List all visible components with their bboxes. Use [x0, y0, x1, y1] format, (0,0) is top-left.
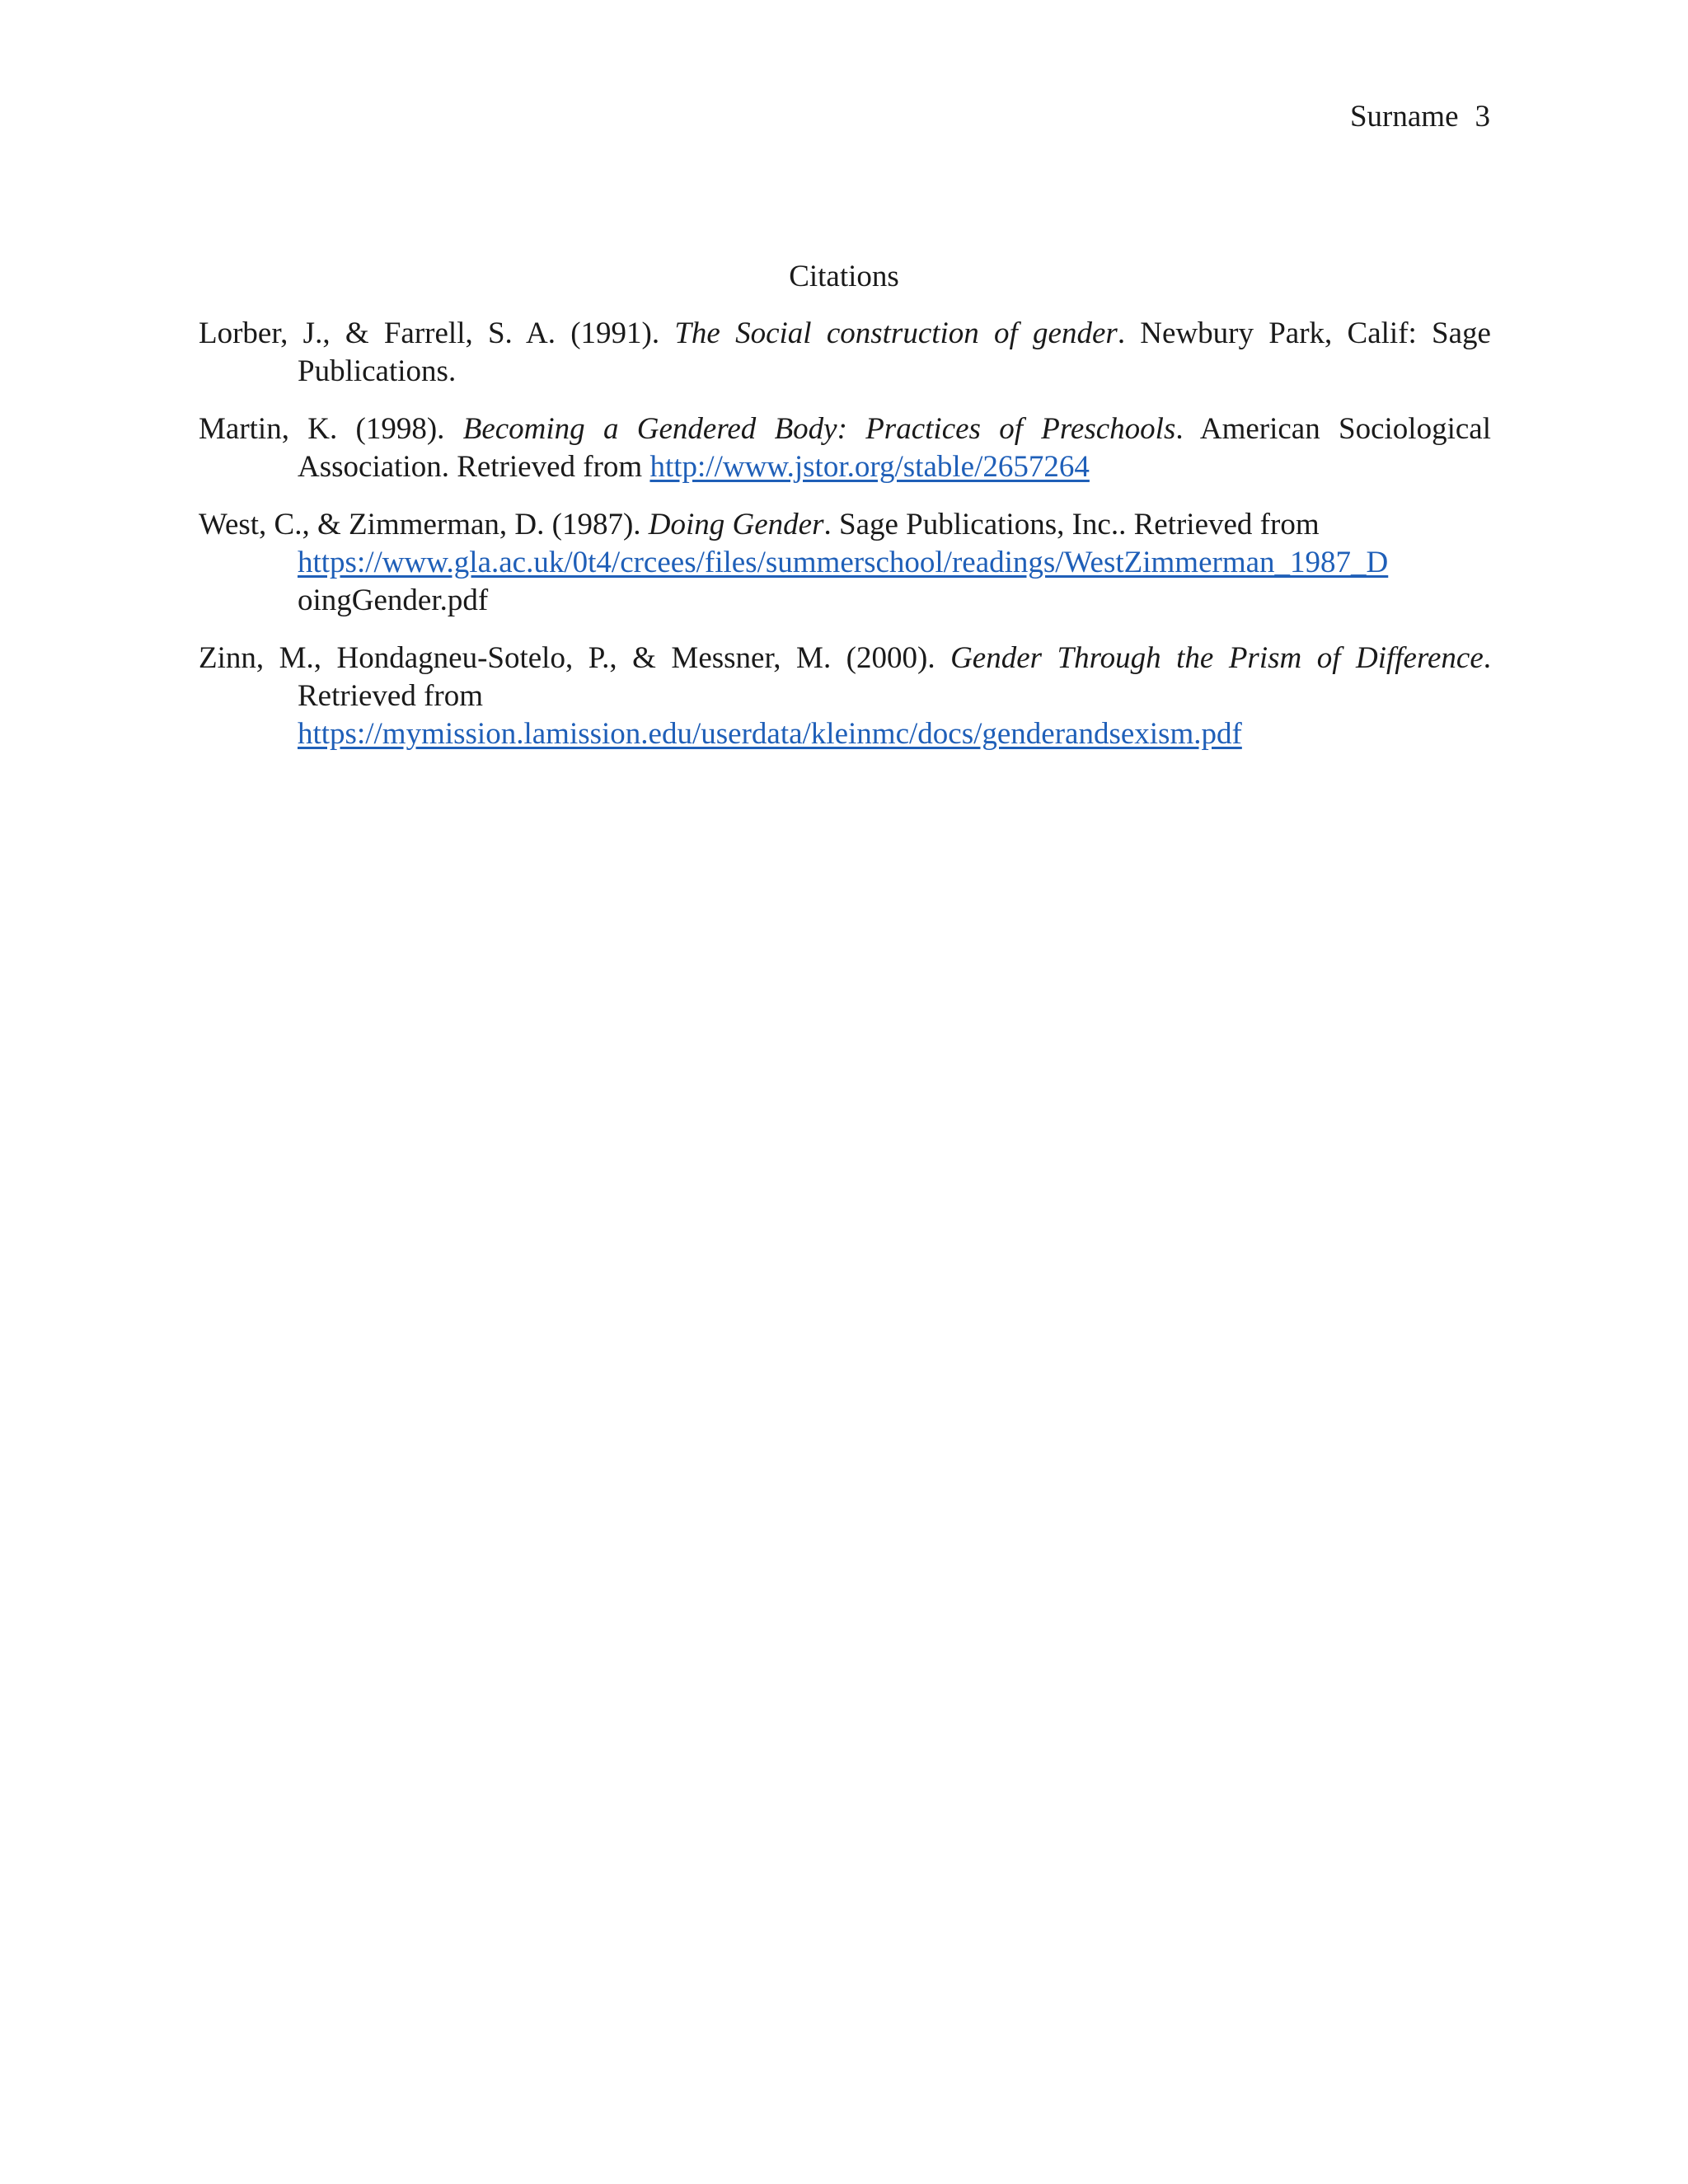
reference-entry-martin: [199, 410, 1491, 486]
reference-work-title: Becoming a Gendered Body: Practices of Preschools: [462, 412, 1176, 446]
reference-url-link[interactable]: http://www.jstor.org/stable/2657264: [649, 450, 1090, 484]
reference-tail: .: [1483, 641, 1491, 675]
header-surname: Surname: [1349, 100, 1459, 134]
reference-retrieved-text: Retrieved from: [457, 450, 650, 484]
reference-entry-zinn: [199, 640, 1491, 753]
reference-work-title: The Social construction of gender: [674, 316, 1118, 350]
reference-retrieved-text: Retrieved from: [1133, 508, 1320, 541]
reference-retrieved-text: Retrieved from: [298, 679, 483, 713]
reference-entry-west: [199, 506, 1491, 620]
header-page-number: 3: [1475, 100, 1490, 134]
reference-lead: Martin, K. (1998).: [199, 412, 463, 446]
reference-tail: . Sage Publications, Inc..: [823, 508, 1134, 541]
running-header: [1350, 97, 1490, 137]
reference-lead: Zinn, M., Hondagneu-Sotelo, P., & Messner, M. (2000).: [199, 641, 951, 675]
reference-url-link[interactable]: https://www.gla.ac.uk/0t4/crcees/files/summerschool/readings/WestZimmerman_1987_D: [298, 546, 1389, 579]
reference-url-link[interactable]: https://mymission.lamission.edu/userdata/kleinmc/docs/genderandsexism.pdf: [298, 717, 1242, 751]
reference-lead: West, C., & Zimmerman, D. (1987).: [199, 508, 649, 541]
reference-entry-lorber: [199, 315, 1491, 391]
reference-work-title: Gender Through the Prism of Difference: [950, 641, 1484, 675]
reference-url-continuation: oingGender.pdf: [298, 583, 489, 617]
reference-work-title: Doing Gender: [648, 508, 824, 541]
reference-tail: . Newbury Park, Calif: Sage Publications.: [298, 316, 1491, 388]
reference-lead: Lorber, J., & Farrell, S. A. (1991).: [199, 316, 675, 350]
page-title: Citations: [789, 260, 899, 293]
reference-tail: . American Sociological Association.: [298, 412, 1491, 484]
reference-list: [199, 315, 1491, 773]
